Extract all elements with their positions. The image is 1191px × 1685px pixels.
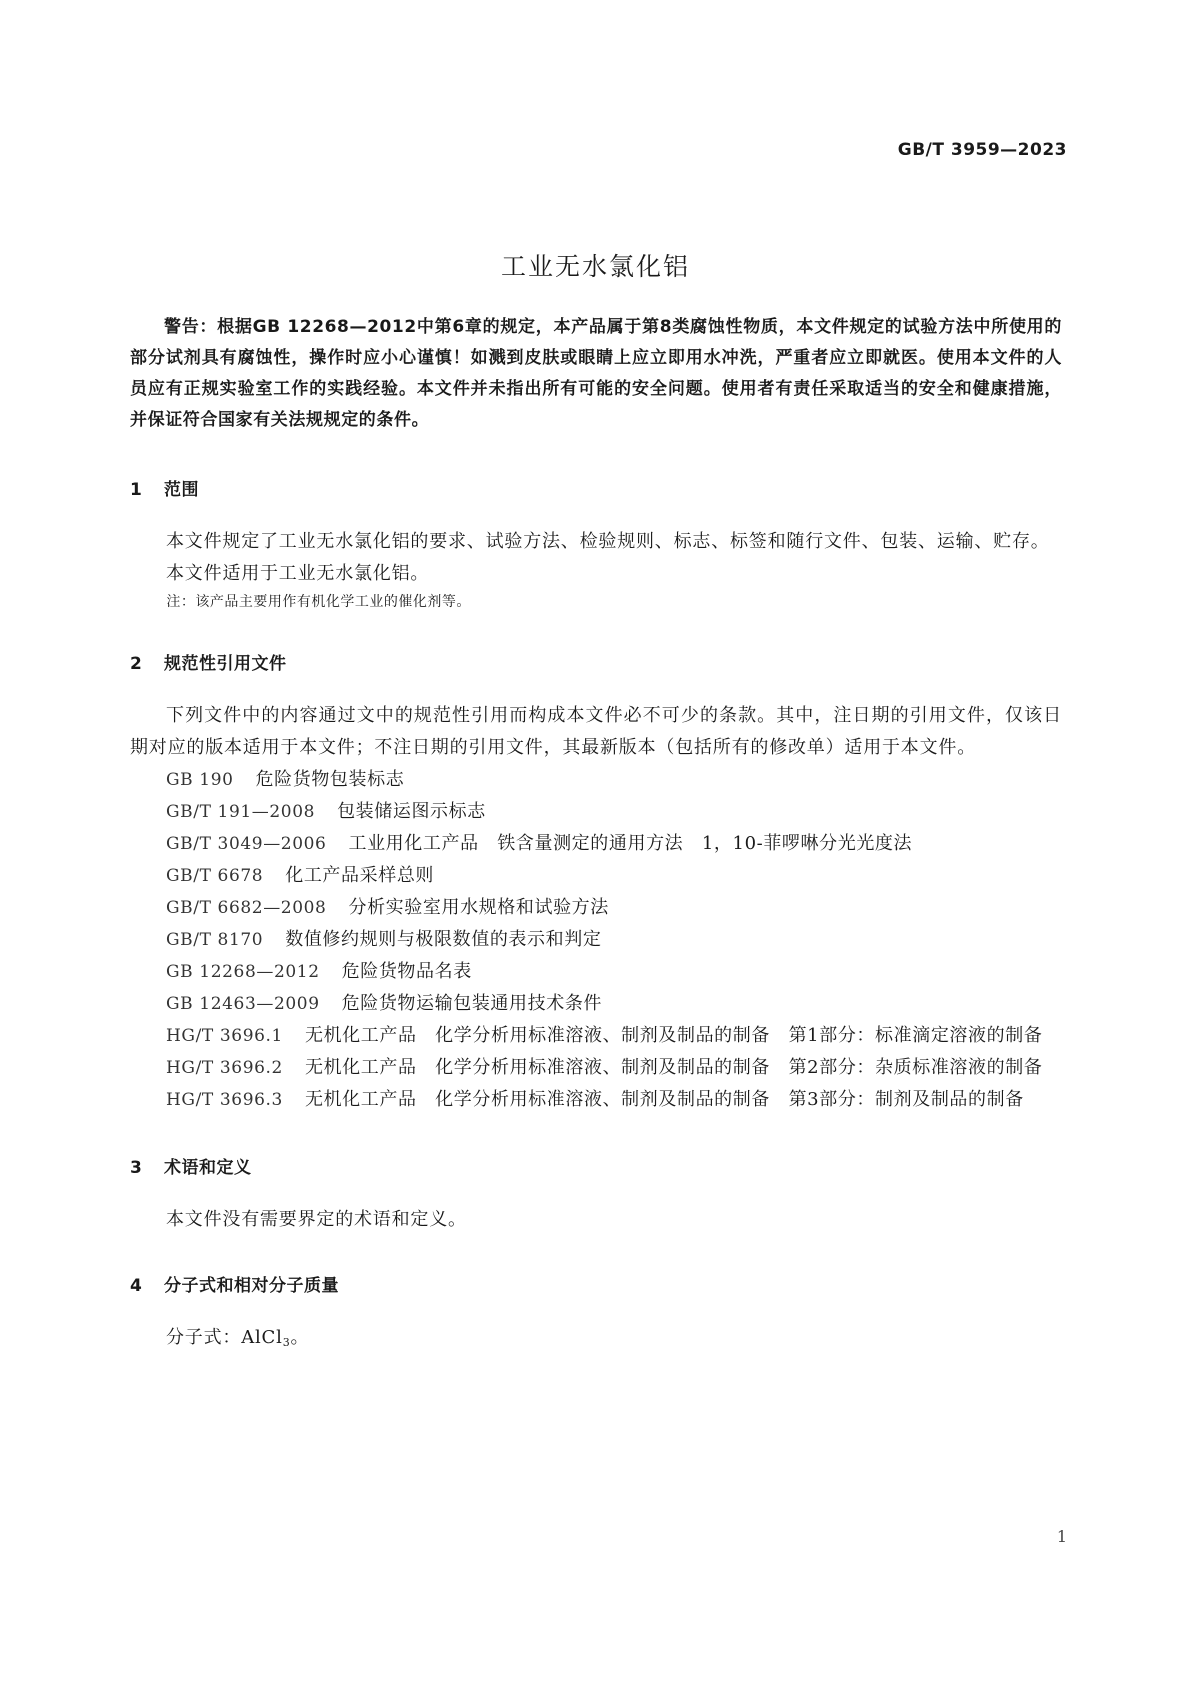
page-number: 1: [1056, 1527, 1067, 1546]
section-title: 范围: [164, 480, 199, 500]
section-number: 4: [130, 1276, 143, 1296]
scope-paragraph-1: 本文件规定了工业无水氯化铝的要求、试验方法、检验规则、标志、标签和随行文件、包装、运输、贮存。: [166, 531, 1050, 552]
reference-title: 危险货物包装标志: [255, 769, 405, 790]
formula-label: 分子式：: [166, 1327, 242, 1348]
standard-code: GB/T 3959—2023: [897, 140, 1067, 160]
reference-title: 危险货物运输包装通用技术条件: [341, 993, 603, 1014]
reference-item: [130, 988, 1062, 1020]
section-title: 规范性引用文件: [164, 654, 287, 674]
terms-paragraph: 本文件没有需要界定的术语和定义。: [166, 1209, 467, 1230]
formula-end: 。: [290, 1327, 310, 1348]
reference-list: [130, 764, 1062, 1116]
document-body: [130, 312, 1062, 1359]
normative-intro: 下列文件中的内容通过文中的规范性引用而构成本文件必不可少的条款。其中，注日期的引用文件，仅该日期对应的版本适用于本文件；不注日期的引用文件，其最新版本（包括所有的修改单）适用于本文件。: [130, 705, 1062, 758]
reference-code: GB/T 3049—2006: [166, 834, 327, 854]
reference-title: 数值修约规则与极限数值的表示和判定: [285, 929, 602, 950]
reference-code: GB 12268—2012: [166, 962, 320, 982]
section-title: 分子式和相对分子质量: [164, 1276, 339, 1296]
section-number: 1: [130, 480, 143, 500]
reference-code: HG/T 3696.1: [166, 1026, 283, 1046]
reference-code: HG/T 3696.2: [166, 1058, 283, 1078]
reference-code: GB/T 6678: [166, 866, 264, 886]
reference-item: [130, 1084, 1062, 1116]
reference-item: [130, 764, 1062, 796]
reference-code: GB/T 191—2008: [166, 802, 316, 822]
scope-note: 注：该产品主要用作有机化学工业的催化剂等。: [166, 594, 471, 610]
reference-item: [130, 860, 1062, 892]
reference-title: 包装储运图示标志: [337, 801, 486, 822]
reference-title: 无机化工产品 化学分析用标准溶液、制剂及制品的制备 第1部分：标准滴定溶液的制备: [304, 1025, 1043, 1046]
reference-code: HG/T 3696.3: [166, 1090, 283, 1110]
reference-title: 无机化工产品 化学分析用标准溶液、制剂及制品的制备 第2部分：杂质标准溶液的制备: [304, 1057, 1043, 1078]
reference-item: [130, 924, 1062, 956]
section-number: 2: [130, 654, 143, 674]
reference-item: [130, 828, 1062, 860]
section-number: 3: [130, 1158, 143, 1178]
section-heading-terms: [130, 1154, 1062, 1182]
reference-title: 化工产品采样总则: [285, 865, 435, 886]
reference-code: GB/T 6682—2008: [166, 898, 327, 918]
reference-code: GB 12463—2009: [166, 994, 320, 1014]
reference-code: GB/T 8170: [166, 930, 264, 950]
reference-item: [130, 796, 1062, 828]
document-title: 工业无水氯化铝: [500, 252, 690, 281]
formula-main: AlCl: [241, 1327, 283, 1348]
reference-title: 分析实验室用水规格和试验方法: [348, 897, 609, 918]
formula-line: [130, 1322, 1062, 1359]
scope-paragraph-2: 本文件适用于工业无水氯化铝。: [166, 563, 430, 584]
reference-title: 工业用化工产品 铁含量测定的通用方法 1，10-菲啰啉分光光度法: [348, 833, 913, 854]
reference-title: 危险货物品名表: [341, 961, 472, 982]
reference-title: 无机化工产品 化学分析用标准溶液、制剂及制品的制备 第3部分：制剂及制品的制备: [304, 1089, 1024, 1110]
formula-subscript: 3: [282, 1336, 291, 1349]
reference-item: [130, 956, 1062, 988]
warning-paragraph: 警告：根据GB 12268—2012中第6章的规定，本产品属于第8类腐蚀性物质，本文件规定的试验方法中所使用的部分试剂具有腐蚀性，操作时应小心谨慎！如溅到皮肤或眼睛上应立即用水冲洗，严重者应立即就医。使用本文件的人员应有正规实验室工作的实践经验。本文件并未指出所有可能的安全问题。使用者有责任采取适当的安全和健康措施，并保证符合国家有关法规规定的条件。: [130, 317, 1062, 430]
reference-item: [130, 892, 1062, 924]
section-title: 术语和定义: [164, 1158, 252, 1178]
section-heading-normative-references: [130, 650, 1062, 678]
reference-code: GB 190: [166, 770, 234, 790]
reference-item: [130, 1020, 1062, 1052]
reference-item: [130, 1052, 1062, 1084]
section-heading-formula: [130, 1272, 1062, 1300]
section-heading-scope: [130, 476, 1062, 504]
